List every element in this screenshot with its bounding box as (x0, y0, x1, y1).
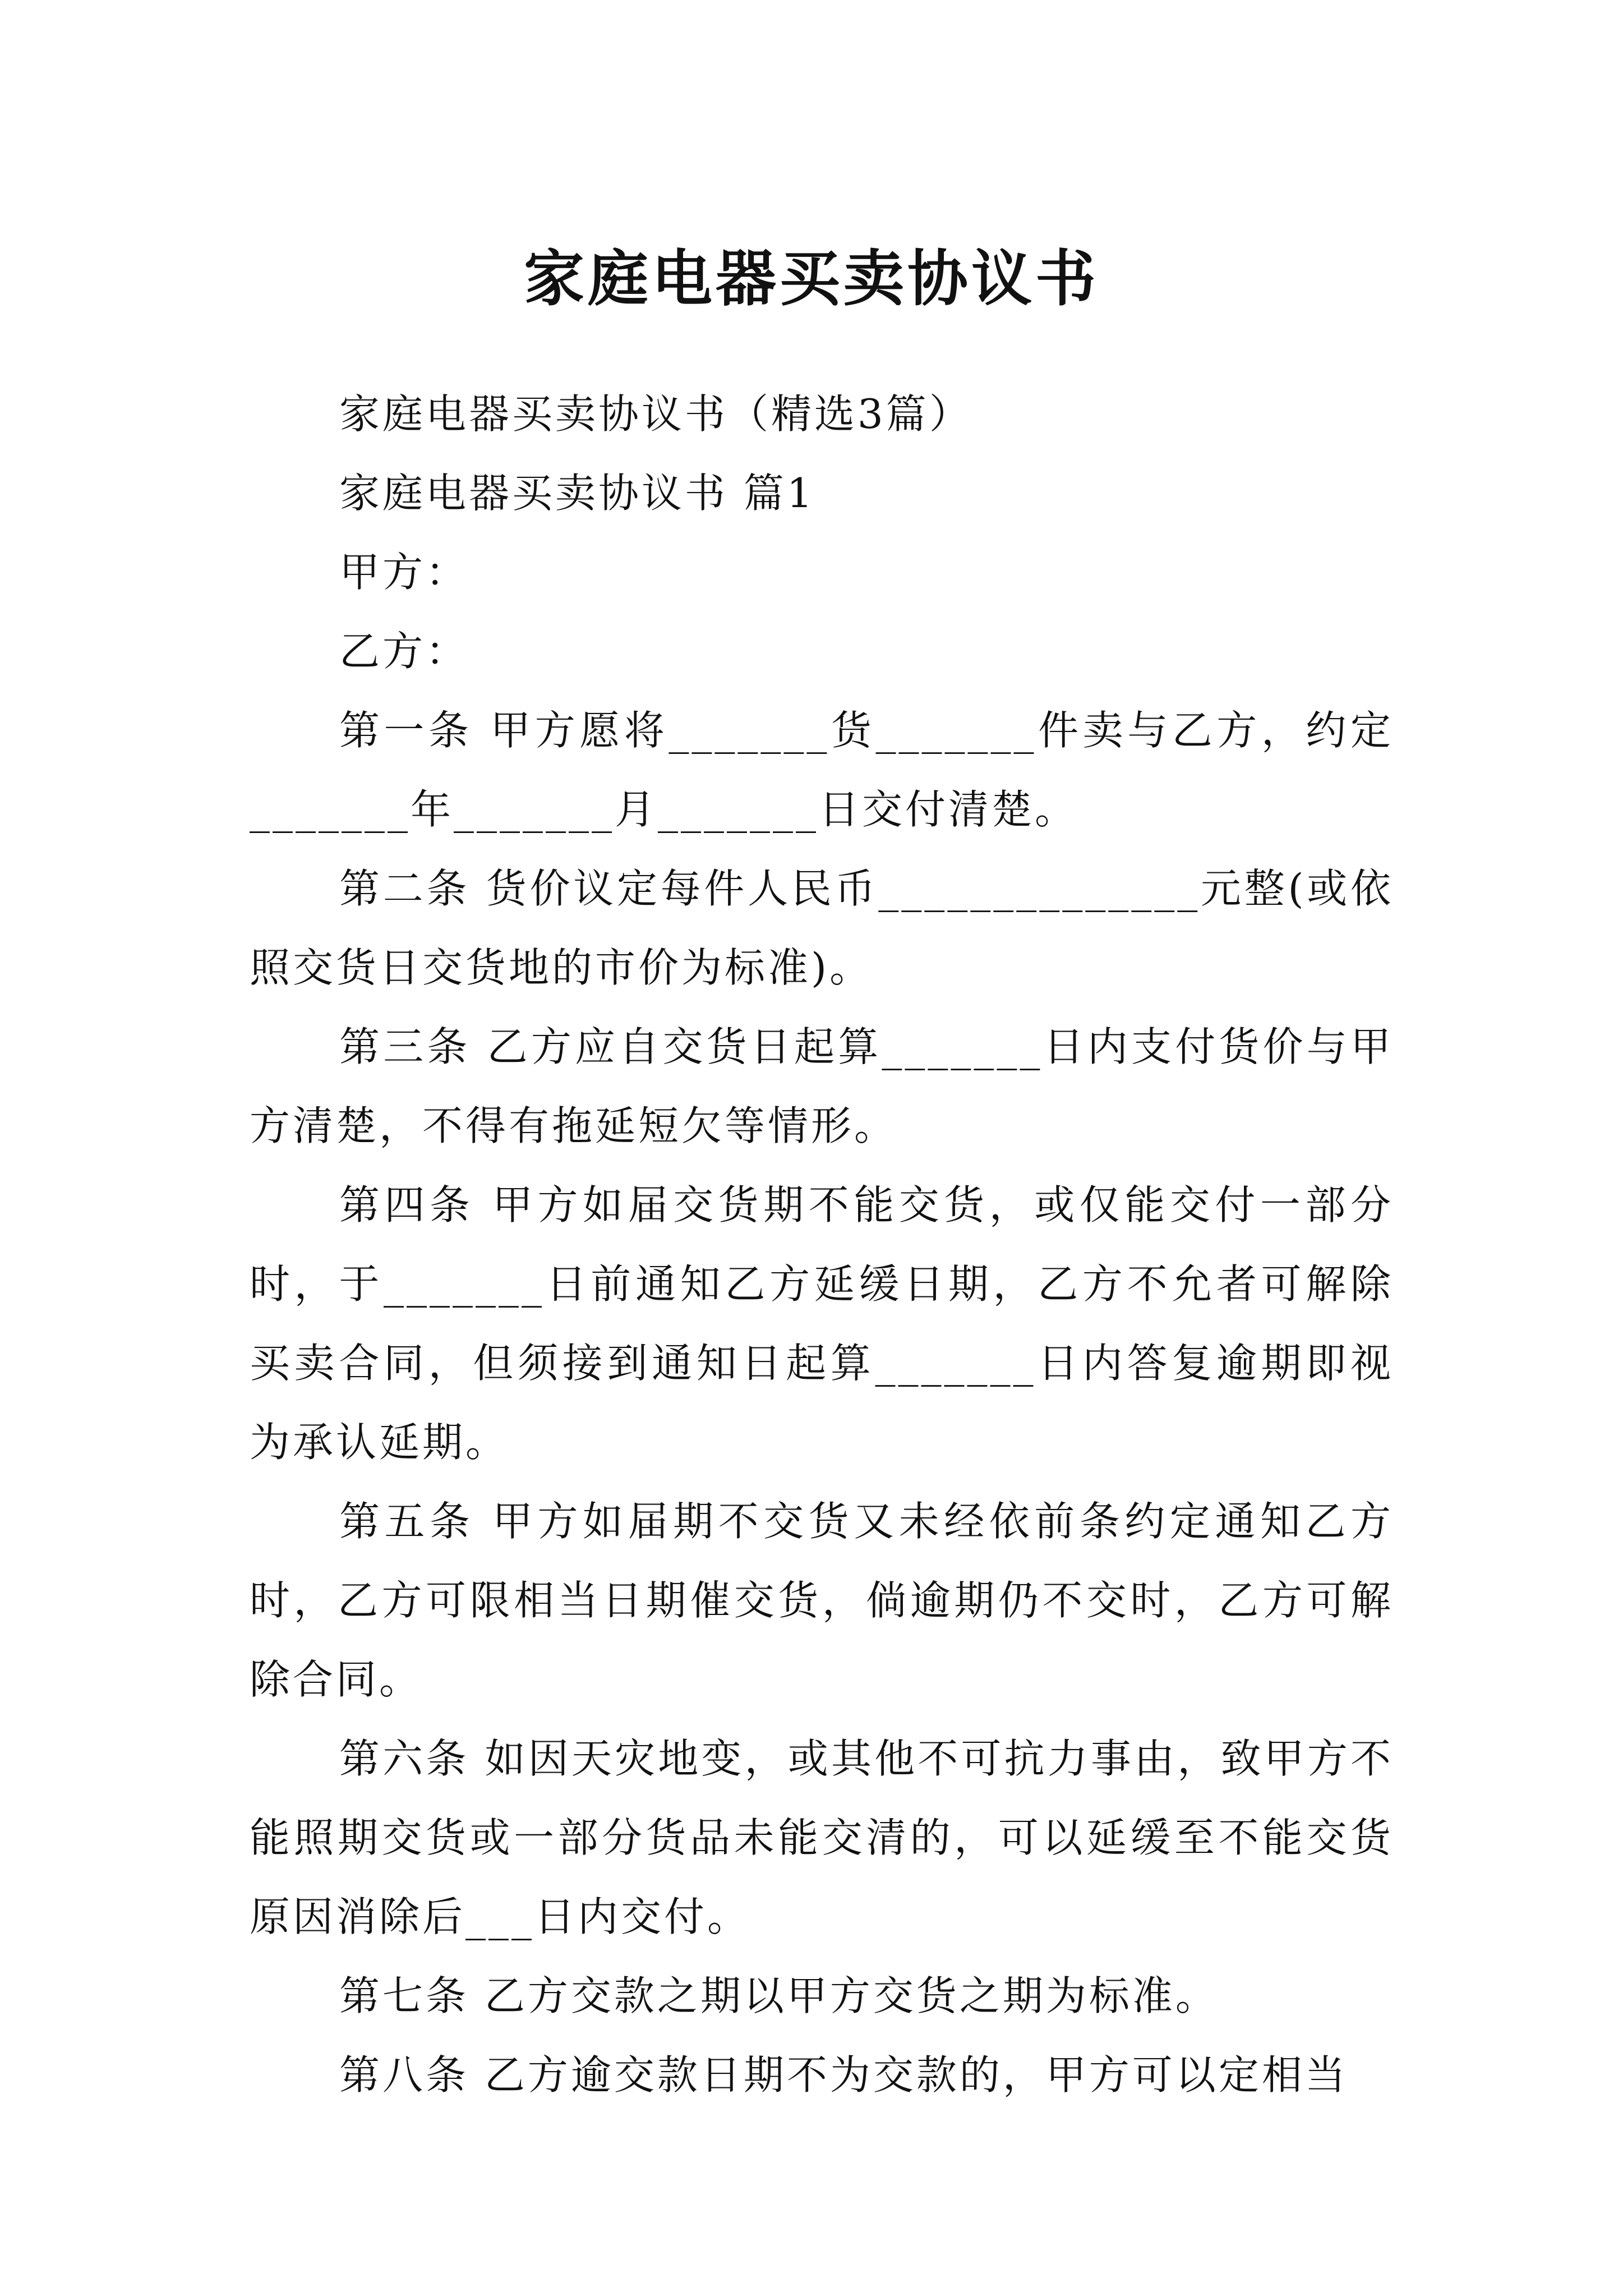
document-body (250, 375, 1394, 2115)
article-7: 第七条 乙方交款之期以甲方交货之期为标准。 (339, 1972, 1219, 2019)
article-5: 第五条 甲方如届期不交货又未经依前条约定通知乙方时，乙方可限相当日期催交货，倘逾期仍不交时，乙方可解除合同。 (250, 1498, 1394, 1703)
subtitle-selection: 家庭电器买卖协议书（精选3篇） (339, 390, 972, 438)
party-b-line: 乙方： (339, 628, 469, 675)
document-title: 家庭电器买卖协议书 (523, 243, 1099, 315)
article-8: 第八条 乙方逾交款日期不为交款的，甲方可以定相当 (339, 2051, 1348, 2099)
party-a-line: 甲方： (339, 549, 469, 596)
article-4: 第四条 甲方如届交货期不能交货，或仅能交付一部分时，于_______日前通知乙方延缓日期，乙方不允者可解除买卖合同，但须接到通知日起算_______日内答复逾期即视为承认延期。 (250, 1181, 1394, 1466)
article-2: 第二条 货价议定每件人民币______________元整(或依照交货日交货地的市价为标准)。 (250, 865, 1394, 991)
article-1: 第一条 甲方愿将_______货_______件卖与乙方，约定_______年_______月_______日交付清楚。 (250, 707, 1394, 833)
article-6: 第六条 如因天灾地变，或其他不可抗力事由，致甲方不能照期交货或一部分货品未能交清的，可以延缓至不能交货原因消除后___日内交付。 (250, 1735, 1394, 1940)
section-heading: 家庭电器买卖协议书 篇1 (339, 470, 815, 517)
article-3: 第三条 乙方应自交货日起算_______日内支付货价与甲方清楚，不得有拖延短欠等情形。 (250, 1023, 1394, 1149)
